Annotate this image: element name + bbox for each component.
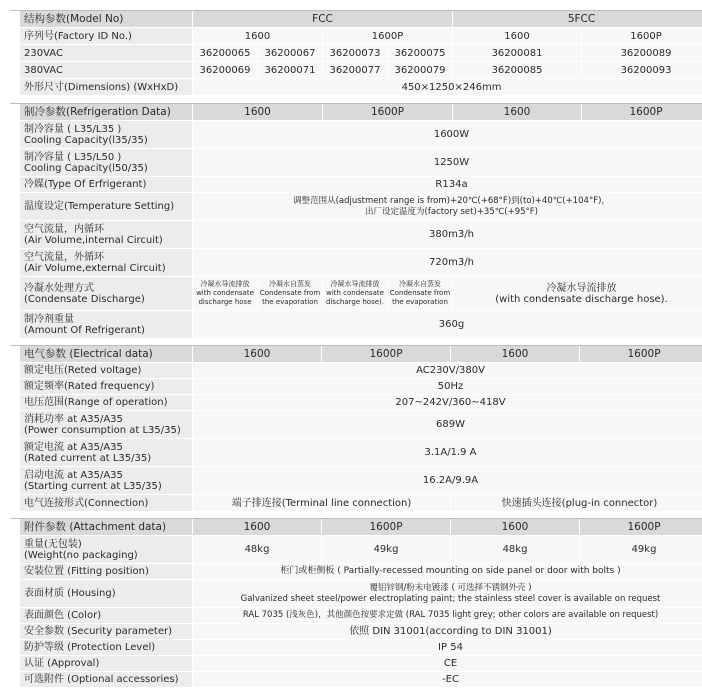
cap1-label: 制冷容量 ( L35/L35 ) Cooling Capacity(l35/35) — [20, 121, 192, 148]
weight-label: 重量(无包装) (Weight(no packaging) — [20, 536, 192, 563]
refrigerant-value: R134a — [193, 177, 702, 192]
elec-col: 1600 — [193, 346, 321, 362]
start-label: 启动电流 at A35/A35 (Starting current at L35/35) — [20, 467, 192, 494]
cond-option-d: 冷凝水自蒸发 Condensate from the evaporation — [388, 277, 452, 310]
conn-terminal: 端子排连接(Terminal line connection) — [193, 495, 450, 511]
optional-value: -EC — [193, 672, 702, 687]
model-header-label: 结构参数(Model No) — [20, 11, 192, 27]
weight-value: 48kg — [193, 536, 321, 563]
weight-value: 48kg — [451, 536, 579, 563]
cond-option-e: 冷凝水导流排放 (with condensate discharge hose). — [453, 277, 702, 310]
cond-option-a: 冷凝水导流排放 with condensate discharge hose — [193, 277, 257, 310]
attach-header-label: 附件参数 (Attachment data) — [20, 519, 192, 535]
attach-col: 1600P — [580, 519, 702, 535]
rated-label: 额定电流 at A35/A35 (Rated current at L35/35) — [20, 439, 192, 466]
elec-header-label: 电气参数 (Electrical data) — [20, 346, 192, 362]
approval-label: 认证 (Approval) — [20, 656, 192, 671]
attachment-table — [19, 518, 702, 688]
freq-label: 额定频率(Rated frequency) — [20, 379, 192, 394]
fit-label: 安装位置 (Fitting position) — [20, 564, 192, 579]
airout-label: 空气流量，外循环 (Air Volume,external Circuit) — [20, 249, 192, 276]
v230-cell: 36200067 — [258, 45, 322, 61]
temp-label: 温度设定(Temperature Setting) — [20, 193, 192, 220]
attach-col: 1600P — [322, 519, 450, 535]
cond-option-b: 冷凝水自蒸发 Condensate from the evaporation — [258, 277, 322, 310]
volt-label: 额定电压(Reted voltage) — [20, 363, 192, 378]
v380-cell: 36200069 — [193, 62, 257, 78]
weight-value: 49kg — [322, 536, 450, 563]
v230-cell: 36200081 — [453, 45, 581, 61]
v230-cell: 36200075 — [388, 45, 452, 61]
cap2-value: 1250W — [193, 149, 702, 176]
refrigeration-table — [19, 103, 702, 339]
dim-label: 外形尺寸(Dimensions) (WxHxD) — [20, 79, 192, 95]
amount-value: 360g — [193, 311, 702, 338]
start-value: 16.2A/9.9A — [193, 467, 702, 494]
attach-col: 1600 — [193, 519, 321, 535]
dim-value: 450×1250×246mm — [193, 79, 702, 95]
optional-label: 可选附件 (Optional accessories) — [20, 672, 192, 687]
freq-value: 50Hz — [193, 379, 702, 394]
electrical-table — [19, 345, 702, 512]
factory-col: 1600 — [453, 28, 581, 44]
cap1-value: 1600W — [193, 121, 702, 148]
security-label: 安全参数 (Security parameter) — [20, 624, 192, 639]
factory-label: 序列号(Factory ID No.) — [20, 28, 192, 44]
factory-col: 1600P — [323, 28, 452, 44]
model-fcc: FCC — [193, 11, 452, 27]
elec-col: 1600P — [580, 346, 702, 362]
v230-cell: 36200065 — [193, 45, 257, 61]
v380-label: 380VAC — [20, 62, 192, 78]
volt-value: AC230V/380V — [193, 363, 702, 378]
range-label: 电压范围(Range of operation) — [20, 395, 192, 410]
cond-option-c: 冷凝水导流排放 with condensate discharge hose). — [323, 277, 387, 310]
elec-col: 1600 — [451, 346, 579, 362]
v230-cell: 36200073 — [323, 45, 387, 61]
protection-label: 防护等级 (Protection Level) — [20, 640, 192, 655]
housing-value: 覆铝锌钢/粉末电镀漆 ( 可选择不锈钢外壳 ) Galvanized sheet steel/power electroplating paint; the stainless steel cover is available on request — [193, 580, 702, 607]
refrig-header-label: 制冷参数(Refrigeration Data) — [20, 104, 192, 120]
attach-col: 1600 — [451, 519, 579, 535]
model-5fcc: 5FCC — [453, 11, 702, 27]
amount-label: 制冷剂重量 (Amount Of Refrigerant) — [20, 311, 192, 338]
fit-value: 柜门或柜侧板 ( Partially-recessed mounting on side panel or door with bolts ) — [193, 564, 702, 579]
cap2-label: 制冷容量 ( L35/L50 ) Cooling Capacity(l50/35) — [20, 149, 192, 176]
v380-cell: 36200093 — [582, 62, 702, 78]
v380-cell: 36200071 — [258, 62, 322, 78]
approval-value: CE — [193, 656, 702, 671]
airin-label: 空气流量，内循环 (Air Volume,internal Circuit) — [20, 221, 192, 248]
cond-label: 冷凝水处理方式 (Condensate Discharge) — [20, 277, 192, 310]
conn-label: 电气连接形式(Connection) — [20, 495, 192, 511]
conn-plug: 快速插头连接(plug-in connector) — [451, 495, 702, 511]
weight-value: 49kg — [580, 536, 702, 563]
elec-col: 1600P — [322, 346, 450, 362]
factory-col: 1600P — [582, 28, 702, 44]
refrig-col: 1600P — [582, 104, 702, 120]
refrig-col: 1600 — [453, 104, 581, 120]
protection-value: IP 54 — [193, 640, 702, 655]
color-label: 表面颜色 (Color) — [20, 608, 192, 623]
refrig-col: 1600 — [193, 104, 322, 120]
temp-value: 调整范围从(adjustment range is from)+20℃(+68°F)到(to)+40℃(+104°F)， 出厂设定温度为(factory set)+35℃(+95°F) — [193, 193, 702, 220]
model-table — [19, 10, 702, 96]
v230-cell: 36200089 — [582, 45, 702, 61]
power-label: 消耗功率 at A35/A35 (Power consumption at L35/35) — [20, 411, 192, 438]
v230-label: 230VAC — [20, 45, 192, 61]
range-value: 207~242V/360~418V — [193, 395, 702, 410]
factory-col: 1600 — [193, 28, 322, 44]
v380-cell: 36200085 — [453, 62, 581, 78]
color-value: RAL 7035 (浅灰色)，其他颜色按要求定做 (RAL 7035 light grey; other colors are available on request) — [193, 608, 702, 623]
housing-label: 表面材质 (Housing) — [20, 580, 192, 607]
power-value: 689W — [193, 411, 702, 438]
airout-value: 720m3/h — [193, 249, 702, 276]
airin-value: 380m3/h — [193, 221, 702, 248]
security-value: 依照 DIN 31001(according to DIN 31001) — [193, 624, 702, 639]
rated-value: 3.1A/1.9 A — [193, 439, 702, 466]
v380-cell: 36200077 — [323, 62, 387, 78]
refrigerant-label: 冷媒(Type Of Erfrigerant) — [20, 177, 192, 192]
refrig-col: 1600P — [323, 104, 452, 120]
v380-cell: 36200079 — [388, 62, 452, 78]
